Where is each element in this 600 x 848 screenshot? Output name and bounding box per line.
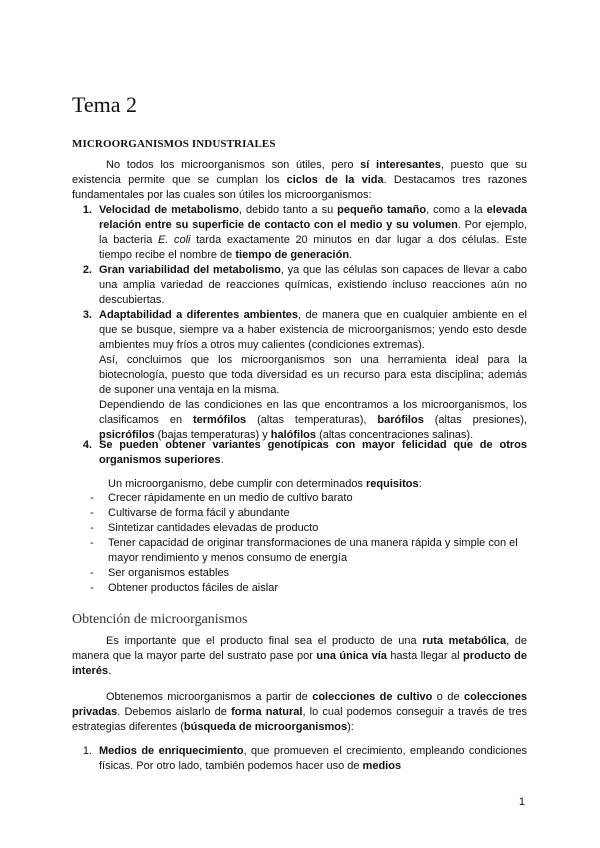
text-run: Dependiendo de las condiciones en las que encontramos a los microorganismos, los clasificamos en [99, 399, 527, 426]
text-run: , lo cual podemos conseguir a través de tres estrategias diferentes ( [72, 706, 528, 733]
section-heading-obtencion: Obtención de microorganismos [72, 612, 248, 627]
text-run: : [418, 478, 422, 490]
requisito-item: - Crecer rápidamente en un medio de cultivo barato [90, 492, 353, 504]
bold-text: requisitos [366, 478, 419, 490]
bold-text: tiempo de generación [235, 249, 350, 261]
page-title: Tema 2 [72, 92, 138, 117]
requisito-item: - Ser organismos estables [90, 567, 230, 579]
bold-text: termófilos [192, 414, 247, 426]
reason-number: 3. [82, 309, 92, 321]
obtencion-paragraph-1 [72, 634, 527, 679]
text-run: Así, concluimos que los microorganismos son una herramienta ideal para la biotecnología, puesto que toda diversidad es un recurso para esta disciplina; además de suponer una ventaja en la misma. [99, 354, 527, 396]
bold-text: ciclos de la vida [286, 174, 384, 186]
text-run: . Debemos aislarlo de [117, 706, 232, 718]
text-run: ): [347, 721, 354, 733]
bold-text: Gran variabilidad del metabolismo [99, 264, 281, 276]
text-run: , puesto que su existencia permite que se cumplan los [72, 159, 527, 186]
bold-text: ruta metabólica [422, 635, 507, 647]
bold-text: elevada relación entre su superficie de contacto con el medio y su volumen [99, 204, 528, 231]
bold-text: forma natural [231, 706, 303, 718]
requisitos-list [90, 491, 530, 596]
bold-text: medios [362, 760, 402, 772]
text-run: Es importante que el producto final sea el producto de una [106, 635, 423, 647]
text-run: . [108, 665, 112, 677]
section-heading-industrial: MICROORGANISMOS INDUSTRIALES [72, 138, 276, 150]
text-run: , de manera que la mayor parte del sustrato pase por [72, 635, 527, 662]
bold-text: colecciones de cultivo [312, 691, 433, 703]
bold-text: colecciones privadas [72, 691, 528, 718]
bold-text: Medios de enriquecimiento [99, 745, 244, 757]
requisito-item: - Tener capacidad de originar transformaciones de una manera rápida y simple con el mayor rendimiento y menos consumo de energía [90, 537, 518, 564]
bold-text: barófilos [377, 414, 424, 426]
text-run: , de manera que en cualquier ambiente en el que se busque, siempre va a haber existencia de microorganismos; yendo esto desde ambientes muy fríos a otros muy calientes (condiciones extremas). [99, 309, 527, 351]
reason-number: 2. [82, 264, 92, 276]
text-run: . Destacamos tres razones fundamentales por las cuales son útiles los microorganismos: [72, 174, 527, 201]
text-run: Un microorganismo, debe cumplir con determinados [108, 478, 367, 490]
reason-number: 4. [82, 439, 92, 451]
bold-text: pequeño tamaño [337, 204, 427, 216]
bold-text: halófilos [270, 429, 317, 441]
reason-3-classification [99, 398, 527, 443]
text-run: (bajas temperaturas) y [154, 429, 271, 441]
text-run: Obtenemos microorganismos a partir de [106, 691, 313, 703]
reason-text [99, 263, 527, 308]
text-run: (altas concentraciones salinas). [316, 429, 474, 441]
bold-text: producto de interés [72, 650, 527, 677]
obtencion-paragraph-2 [72, 690, 527, 735]
text-run: , que promueven el crecimiento, empleando condiciones físicas. Por otro lado, también podemos hacer uso de [99, 745, 527, 772]
bold-text: Adaptabilidad a diferentes ambientes [99, 309, 298, 321]
italic-text: E. coli [157, 234, 191, 246]
text-run: , como a la [426, 204, 487, 216]
strategy-text [99, 744, 527, 774]
bold-text: Velocidad de metabolismo [99, 204, 239, 216]
text-run: tarda exactamente 20 minutos en dar lugar a dos células. Este tiempo recibe el nombre de [99, 234, 527, 261]
text-run: (altas presiones), [423, 414, 527, 426]
reason-3-conclusion [99, 353, 527, 398]
bold-text: psicrófilos [99, 429, 155, 441]
bold-text: sí interesantes [360, 159, 441, 171]
text-run: , debido tanto a su [239, 204, 338, 216]
requisito-item: - Sintetizar cantidades elevadas de producto [90, 522, 319, 534]
text-run: . [349, 249, 353, 261]
text-run: (altas temperaturas), [246, 414, 378, 426]
requisito-item: - Obtener productos fáciles de aislar [90, 582, 278, 594]
bold-text: Se pueden obtener variantes genotípicas con mayor felicidad que de otros organismos superiores [99, 439, 527, 466]
text-run: o de [432, 691, 465, 703]
strategy-number: 1. [82, 745, 92, 757]
bold-text: búsqueda de microorganismos [183, 721, 348, 733]
page-number: 1 [518, 796, 525, 808]
reason-text [99, 308, 527, 353]
text-run: . Por ejemplo, la bacteria [99, 219, 527, 246]
reason-text [99, 438, 527, 468]
bold-text: una única vía [316, 650, 387, 662]
text-run: , ya que las células son capaces de llevar a cabo una amplia variedad de reacciones químicas, existiendo incluso reacciones aún no descubiertas. [99, 264, 527, 306]
text-run: hasta llegar al [386, 650, 464, 662]
text-run: No todos los microorganismos son útiles, pero [106, 159, 361, 171]
reason-number: 1. [82, 204, 92, 216]
requisito-item: - Cultivarse de forma fácil y abundante [90, 507, 290, 519]
text-run: . [220, 454, 224, 466]
intro-paragraph [72, 158, 527, 203]
reason-text [99, 203, 527, 263]
requisitos-intro [108, 477, 528, 492]
